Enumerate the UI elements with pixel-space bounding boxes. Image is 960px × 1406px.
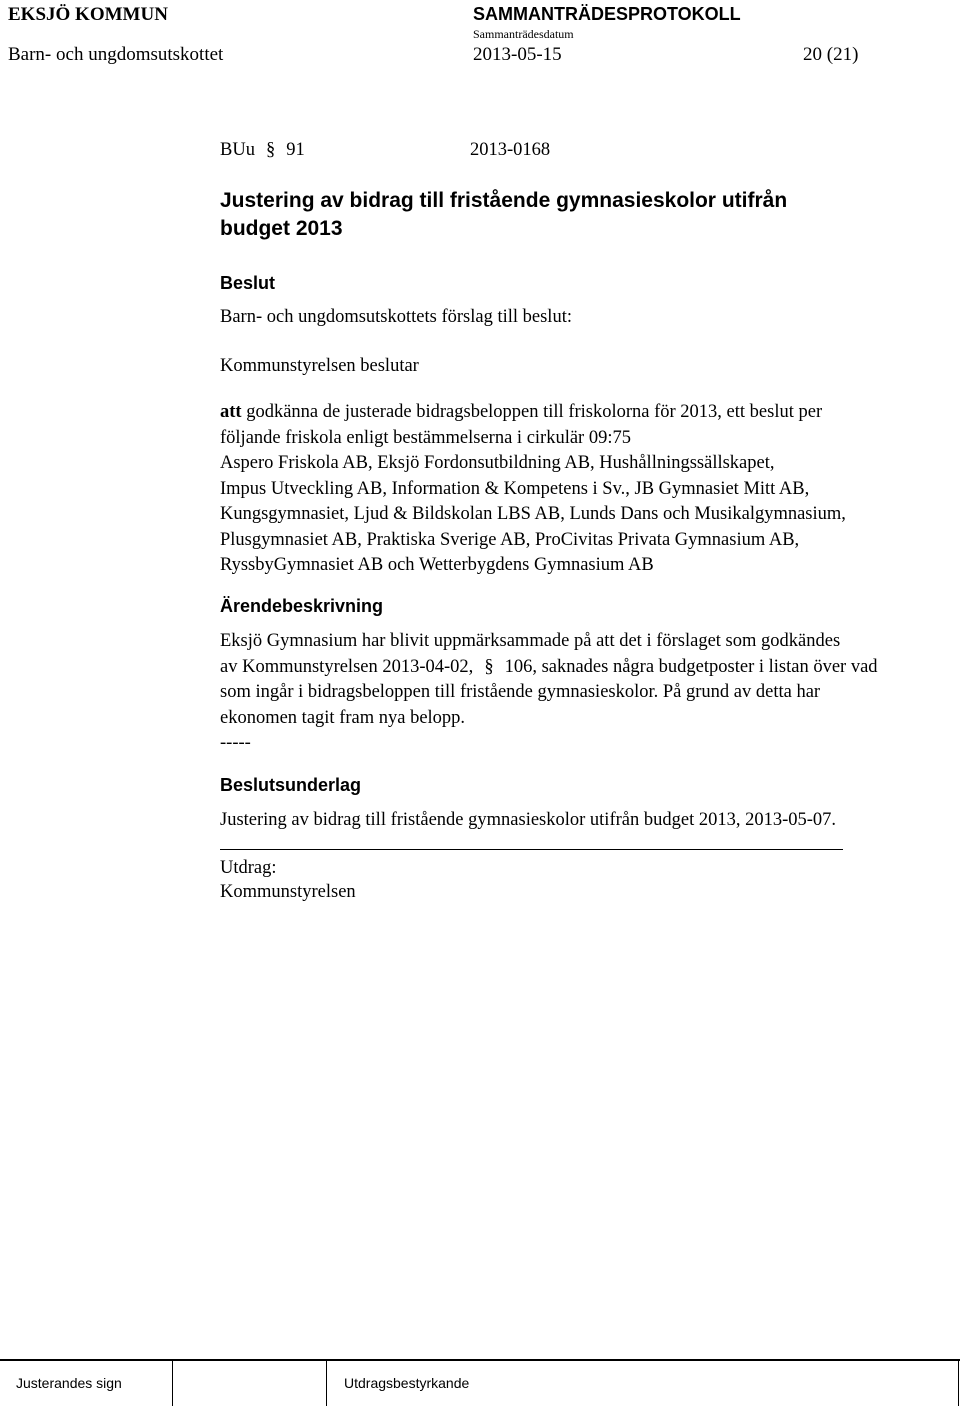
meeting-date: 2013-05-15	[473, 44, 562, 65]
date-label: Sammanträdesdatum	[473, 27, 574, 41]
utdragsbestyrkande-label: Utdragsbestyrkande	[344, 1375, 470, 1391]
decision-line: Plusgymnasiet AB, Praktiska Sverige AB, ProCivitas Privata Gymnasium AB,	[220, 529, 800, 550]
att-keyword: att	[220, 402, 242, 422]
utdrag-label: Utdrag:	[220, 858, 277, 878]
page-number: 20 (21)	[803, 44, 859, 65]
description-block	[220, 629, 950, 757]
paragraph-num: 91	[286, 140, 305, 160]
committee-name: Barn- och ungdomsutskottet	[8, 44, 224, 65]
description-line: Eksjö Gymnasium har blivit uppmärksammade på att det i förslaget som godkändes	[220, 631, 841, 651]
justerandes-sign-label: Justerandes sign	[16, 1375, 122, 1391]
description-line-part: 106, saknades några budgetposter i listan över vad	[504, 656, 878, 677]
decision-line: följande friskola enligt bestämmelserna i cirkulär 09:75	[220, 427, 631, 448]
decider-text: Kommunstyrelsen beslutar	[220, 356, 419, 376]
separator: -----	[220, 733, 251, 753]
description-line: som ingår i bidragsbeloppen till fristående gymnasieskolor. På grund av detta har	[220, 682, 821, 702]
footer	[0, 1359, 960, 1406]
footer-divider	[172, 1361, 173, 1406]
paragraph-number	[220, 138, 305, 164]
utdrag-recipient: Kommunstyrelsen	[220, 882, 356, 902]
municipality-name: EKSJÖ KOMMUN	[8, 4, 168, 25]
section-symbol: §	[265, 140, 276, 160]
decision-line: Aspero Friskola AB, Eksjö Fordonsutbildning AB, Hushållningssällskapet,	[220, 453, 775, 473]
signature-line	[220, 849, 843, 850]
basis-item: Justering av bidrag till fristående gymnasieskolor utifrån budget 2013, 2013-05-07.	[220, 810, 837, 830]
diary-number: 2013-0168	[470, 140, 551, 160]
footer-divider	[958, 1361, 959, 1406]
decision-line	[220, 400, 950, 426]
arendebeskrivning-heading: Ärendebeskrivning	[220, 596, 384, 616]
footer-divider	[326, 1361, 327, 1406]
description-line	[220, 655, 950, 681]
section-symbol: §	[484, 656, 494, 677]
decision-line-text: godkänna de justerade bidragsbeloppen till friskolorna för 2013, ett beslut per	[241, 402, 823, 422]
paragraph-prefix: BUu	[220, 140, 255, 160]
decision-line: Kungsgymnasiet, Ljud & Bildskolan LBS AB, Lunds Dans och Musikalgymnasium,	[220, 504, 846, 524]
decision-line: Impus Utveckling AB, Information & Kompetens i Sv., JB Gymnasiet Mitt AB,	[220, 478, 810, 499]
decision-line: RyssbyGymnasiet AB och Wetterbygdens Gymnasium AB	[220, 555, 654, 575]
page-title	[220, 187, 787, 243]
beslutsunderlag-heading: Beslutsunderlag	[220, 775, 362, 795]
decision-block	[220, 400, 950, 579]
proposal-text: Barn- och ungdomsutskottets förslag till beslut:	[220, 307, 572, 327]
description-line-part: av Kommunstyrelsen 2013-04-02,	[220, 656, 474, 677]
description-line: ekonomen tagit fram nya belopp.	[220, 707, 466, 728]
beslut-heading: Beslut	[220, 273, 276, 293]
document-type: SAMMANTRÄDESPROTOKOLL	[473, 4, 741, 24]
title-line-2: budget 2013	[220, 217, 343, 240]
title-line-1: Justering av bidrag till fristående gymnasieskolor utifrån	[220, 189, 788, 212]
